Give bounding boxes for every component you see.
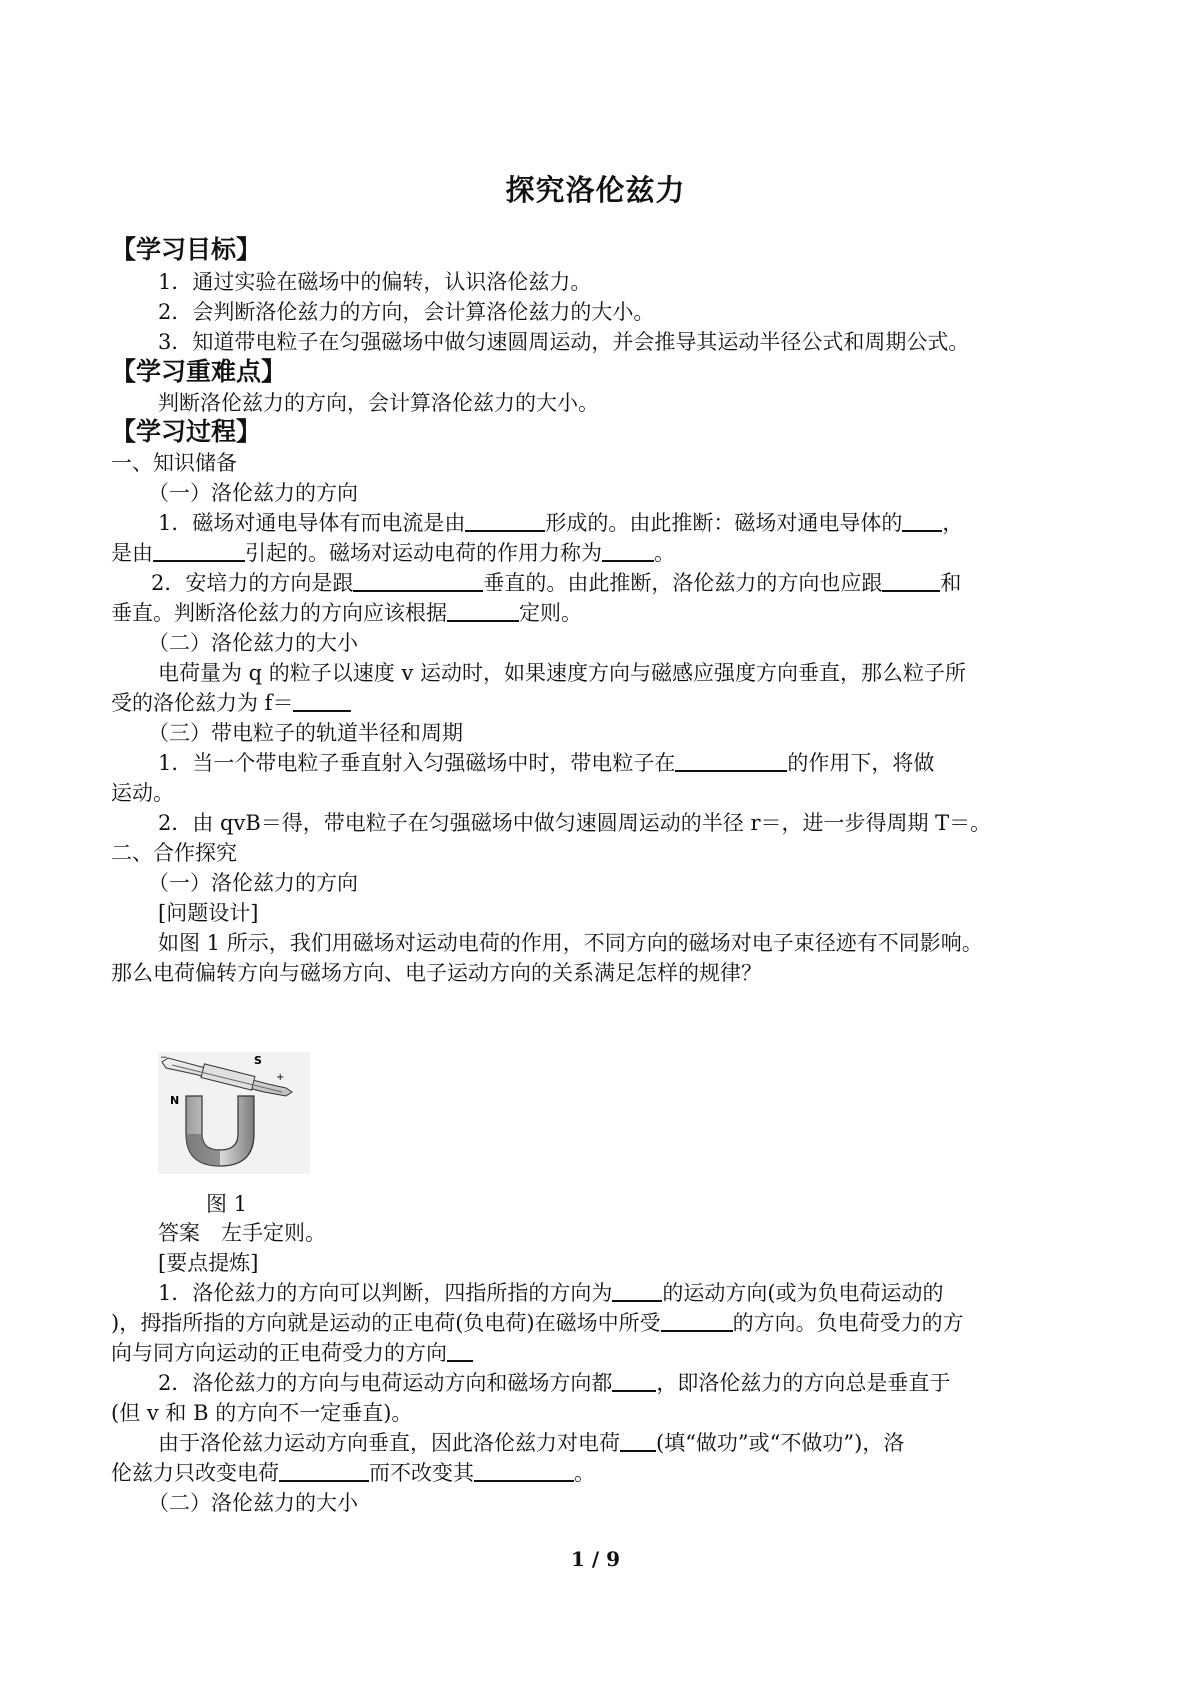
heading-key-points: 【学习重难点】 [111,357,287,386]
text-span: 垂直的。由此推断，洛伦兹力的方向也应跟 [483,571,883,595]
fill-blank [602,538,654,562]
page-title: 探究洛伦兹力 [505,173,686,207]
goal-2: 2．会判断洛伦兹力的方向，会计算洛伦兹力的大小。 [158,300,655,324]
text-span: 由于洛伦兹力运动方向垂直，因此洛伦兹力对电荷 [158,1431,620,1455]
text-span: 的作用下，将做 [787,751,935,775]
key-points-label: [要点提炼] [158,1251,259,1275]
fill-blank [447,598,519,622]
fill-blank [465,508,545,532]
text-span: 的方向。负电荷受力的方 [732,1311,964,1335]
paragraph-line [158,1428,1088,1458]
text-span: ， [942,511,964,535]
paragraph-line [111,598,1091,628]
paragraph-line [111,1458,1091,1488]
text-span: 1．磁场对通电导体有而电流是由 [158,511,466,535]
label-s: S [254,1054,262,1067]
paragraph-line [111,1338,1091,1368]
text-span: )，拇指所指的方向就是运动的正电荷(负电荷)在磁场中所受 [111,1311,661,1335]
text-span: 垂直。判断洛伦兹力的方向应该根据 [111,601,447,625]
text-span: 伦兹力只改变电荷 [111,1461,279,1485]
goal-3: 3．知道带电粒子在匀强磁场中做匀速圆周运动，并会推导其运动半径公式和周期公式。 [158,330,970,354]
label-minus: − [160,1053,168,1063]
key-point-text: 判断洛伦兹力的方向，会计算洛伦兹力的大小。 [158,391,599,415]
magnet-cathode-tube-figure [158,1052,310,1174]
paragraph-line: 那么电荷偏转方向与磁场方向、电子运动方向的关系满足怎样的规律？ [111,961,762,985]
paragraph-line: 运动。 [111,781,174,805]
paragraph-line: 如图 1 所示，我们用磁场对运动电荷的作用，不同方向的磁场对电子束径迹有不同影响。 [158,931,983,955]
heading-goals: 【学习目标】 [111,235,262,264]
paragraph-line [111,538,1091,568]
section-2-heading: 二、合作探究 [111,841,237,865]
fill-blank [279,1458,369,1482]
fill-blank [882,568,940,592]
section-2a-heading: （一）洛伦兹力的方向 [148,871,358,895]
paragraph-line [158,508,1088,538]
paragraph-line: 2．由 qvB＝得，带电粒子在匀强磁场中做匀速圆周运动的半径 r＝，进一步得周期 T＝。 [158,811,992,835]
text-span: 2．安培力的方向是跟 [151,571,354,595]
page-number: 1 / 9 [570,1547,621,1571]
text-span: 引起的。磁场对运动电荷的作用力称为 [245,541,602,565]
fill-blank [675,748,787,772]
label-n: N [170,1094,180,1107]
section-1a-heading: （一）洛伦兹力的方向 [148,481,358,505]
fill-blank [474,1458,574,1482]
text-span: 2．洛伦兹力的方向与电荷运动方向和磁场方向都 [158,1371,613,1395]
label-plus: + [276,1072,285,1083]
question-design-label: [问题设计] [158,901,259,925]
figure-caption: 图 1 [206,1192,248,1216]
text-span: 向与同方向运动的正电荷受力的方向 [111,1341,447,1365]
paragraph-line [158,1368,1088,1398]
section-1b-heading: （二）洛伦兹力的大小 [148,631,358,655]
text-span: ，即洛伦兹力的方向总是垂直于 [656,1371,951,1395]
fill-blank [293,688,351,712]
paragraph-line [111,688,1091,718]
fill-blank [447,1338,473,1362]
fill-blank [153,538,245,562]
text-span: 。 [574,1461,595,1485]
text-span: 。 [654,541,675,565]
fill-blank [612,1368,656,1392]
fill-blank [612,1278,662,1302]
text-span: 的运动方向(或为负电荷运动的 [662,1281,944,1305]
text-span: 形成的。由此推断：磁场对通电导体的 [545,511,903,535]
section-1-heading: 一、知识储备 [111,451,237,475]
text-span: 而不改变其 [369,1461,474,1485]
answer-line: 答案 左手定则。 [158,1221,326,1245]
section-1c-heading: （三）带电粒子的轨道半径和周期 [148,721,463,745]
goal-1: 1．通过实验在磁场中的偏转，认识洛伦兹力。 [158,270,592,294]
text-span: 1．洛伦兹力的方向可以判断，四指所指的方向为 [158,1281,613,1305]
text-span: 受的洛伦兹力为 f＝ [111,691,294,715]
fill-blank [902,508,942,532]
text-span: 是由 [111,541,153,565]
fill-blank [620,1428,656,1452]
fill-blank [353,568,483,592]
paragraph-line: (但 v 和 B 的方向不一定垂直)。 [111,1401,413,1425]
paragraph-line [111,1308,1091,1338]
text-span: 和 [940,571,962,595]
paragraph-line [151,568,1131,598]
paragraph-line [158,748,1088,778]
text-span: 定则。 [519,601,582,625]
text-span: (填“做功”或“不做功”)，洛 [656,1431,905,1455]
paragraph-line: 电荷量为 q 的粒子以速度 v 运动时，如果速度方向与磁感应强度方向垂直，那么粒子所 [158,661,967,685]
section-2b-heading: （二）洛伦兹力的大小 [148,1491,358,1515]
heading-process: 【学习过程】 [111,417,262,446]
paragraph-line [158,1278,1088,1308]
text-span: 1．当一个带电粒子垂直射入匀强磁场中时，带电粒子在 [158,751,676,775]
fill-blank [661,1308,733,1332]
